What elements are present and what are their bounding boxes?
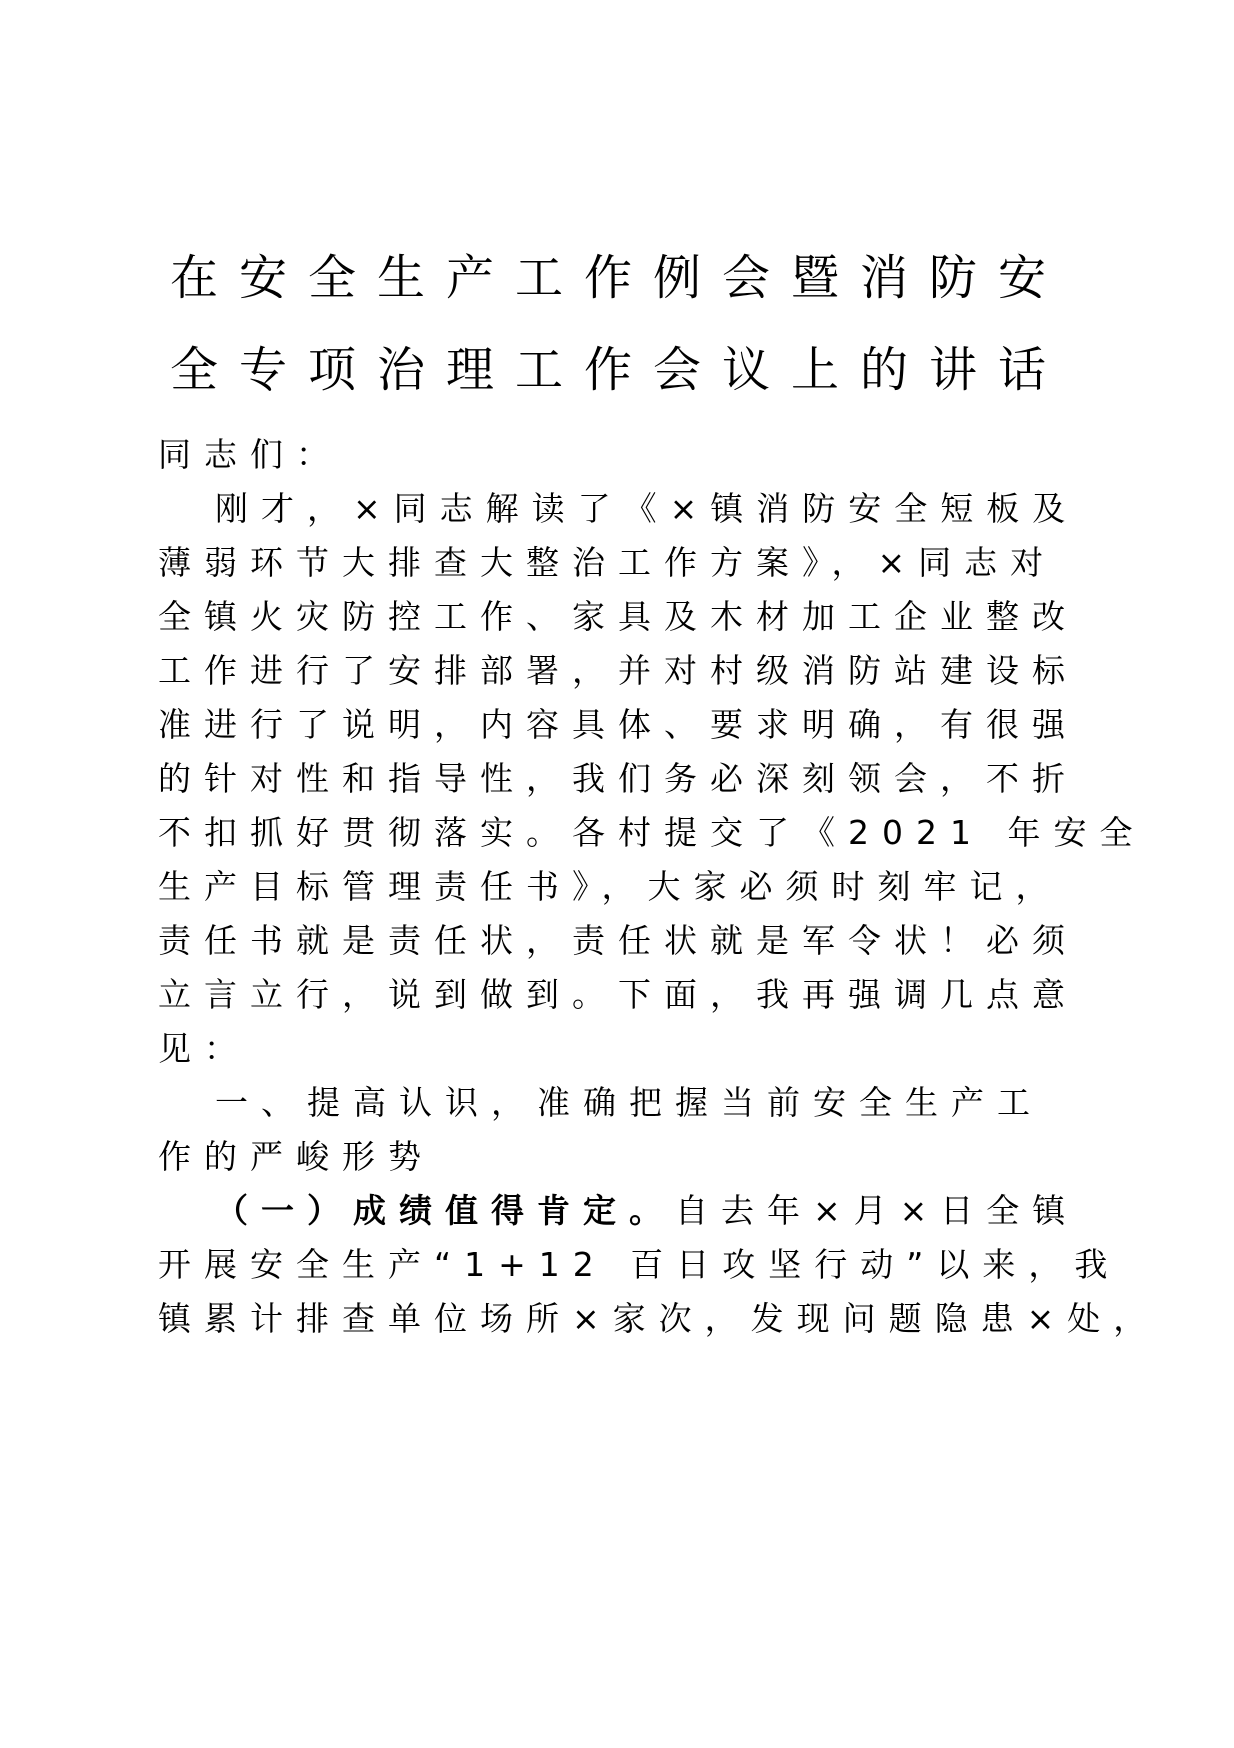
intro-line-11: 见： (158, 1029, 250, 1068)
intro-line-10: 立言立行，说到做到。下面，我再强调几点意 (158, 975, 1078, 1014)
salutation: 同志们： (158, 435, 342, 474)
intro-line-8: 生产目标管理责任书》，大家必须时刻牢记， (158, 867, 1062, 906)
section-1-heading-line-2: 作的严峻形势 (158, 1137, 434, 1176)
subsection-1-line-3: 镇累计排查单位场所×家次，发现问题隐患×处， (158, 1299, 1160, 1338)
document-title-line-2: 全专项治理工作会议上的讲话 (170, 342, 1068, 398)
subsection-1-text-start: 自去年×月×日全镇 (675, 1191, 1079, 1230)
section-1-heading-line-1: 一、提高认识，准确把握当前安全生产工 (215, 1083, 1043, 1122)
intro-line-9: 责任书就是责任状，责任状就是军令状！必须 (158, 921, 1078, 960)
subsection-1-line-2: 开展安全生产“1+12 百日攻坚行动”以来，我 (158, 1245, 1121, 1284)
intro-line-6: 的针对性和指导性，我们务必深刻领会，不折 (158, 759, 1078, 798)
intro-line-3: 全镇火灾防控工作、家具及木材加工企业整改 (158, 597, 1078, 636)
subsection-1-first-line (215, 1188, 1078, 1234)
intro-line-4: 工作进行了安排部署，并对村级消防站建设标 (158, 651, 1078, 690)
intro-line-7: 不扣抓好贯彻落实。各村提交了《2021 年安全 (158, 813, 1146, 852)
intro-line-1: 刚才，×同志解读了《×镇消防安全短板及 (215, 489, 1079, 528)
intro-line-2: 薄弱环节大排查大整治工作方案》，×同志对 (158, 543, 1057, 582)
document-title-line-1: 在安全生产工作例会暨消防安 (170, 250, 1068, 306)
subsection-1-heading: （一）成绩值得肯定。 (215, 1191, 675, 1230)
intro-line-5: 准进行了说明，内容具体、要求明确，有很强 (158, 705, 1078, 744)
